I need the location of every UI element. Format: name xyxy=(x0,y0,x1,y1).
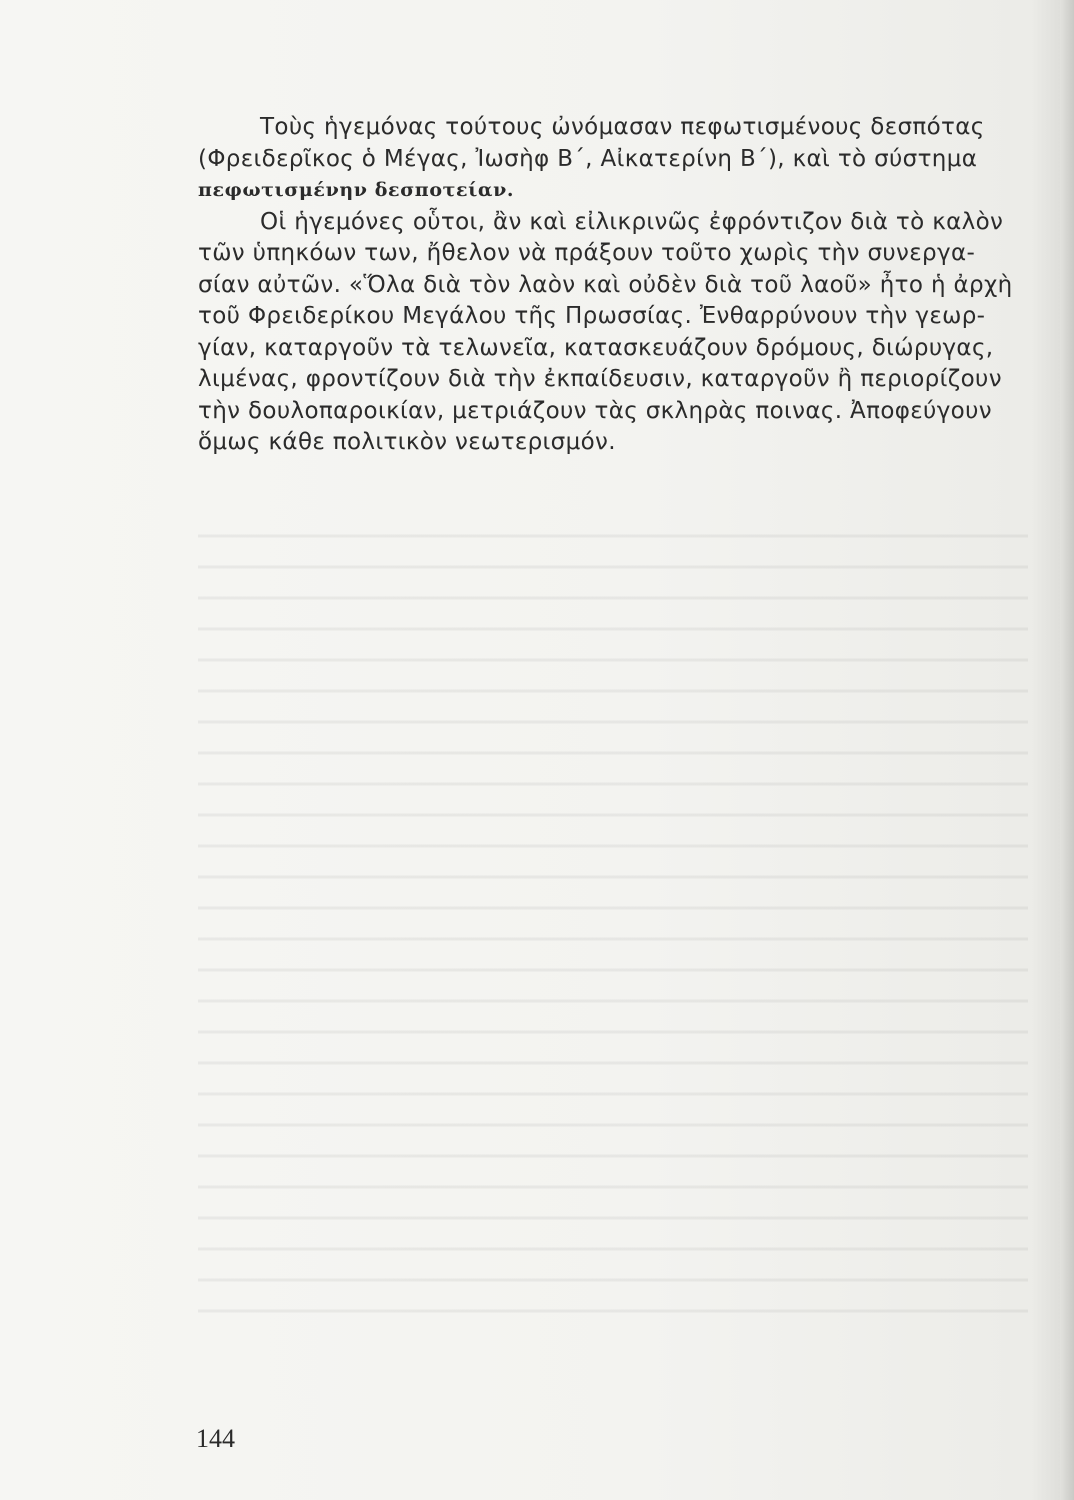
text-line: τοῦ Φρειδερίκου Μεγάλου τῆς Πρωσσίας. Ἐνθαρρύνουν τὴν γεωρ- xyxy=(198,303,986,329)
text-line: Τοὺς ἡγεμόνας τούτους ὠνόμασαν πεφωτισμένους δεσπότας xyxy=(260,114,985,140)
body-text xyxy=(198,112,1020,459)
page-edge xyxy=(1060,0,1074,1500)
text-line: ὅμως κάθε πολιτικὸν νεωτερισμόν. xyxy=(198,429,616,455)
text-line: λιμένας, φροντίζουν διὰ τὴν ἐκπαίδευσιν, καταργοῦν ἢ περιορίζουν xyxy=(198,366,1002,392)
page-number: 144 xyxy=(196,1424,235,1453)
text-line: γίαν, καταργοῦν τὰ τελωνεῖα, κατασκευάζουν δρόμους, διώρυγας, xyxy=(198,334,994,361)
text-line: σίαν αὐτῶν. «Ὅλα διὰ τὸν λαὸν καὶ οὐδὲν διὰ τοῦ λαοῦ» ἦτο ἡ ἀρχὴ xyxy=(198,271,1013,298)
text-line: τὴν δουλοπαροικίαν, μετριάζουν τὰς σκληρὰς ποινας. Ἀποφεύγουν xyxy=(198,397,992,424)
text-line: (Φρειδερῖκος ὁ Μέγας, Ἰωσὴφ Β΄, Αἰκατερίνη Β΄), καὶ τὸ σύστημα xyxy=(198,145,978,172)
show-through-texture xyxy=(198,520,1028,1320)
text-line: Οἱ ἡγεμόνες οὗτοι, ἂν καὶ εἰλικρινῶς ἐφρόντιζον διὰ τὸ καλὸν xyxy=(260,208,1004,235)
bold-term-line: πεφωτισμένην δεσποτείαν. xyxy=(198,179,515,201)
text-line: τῶν ὑπηκόων των, ἤθελον νὰ πράξουν τοῦτο χωρὶς τὴν συνεργα- xyxy=(198,240,976,266)
